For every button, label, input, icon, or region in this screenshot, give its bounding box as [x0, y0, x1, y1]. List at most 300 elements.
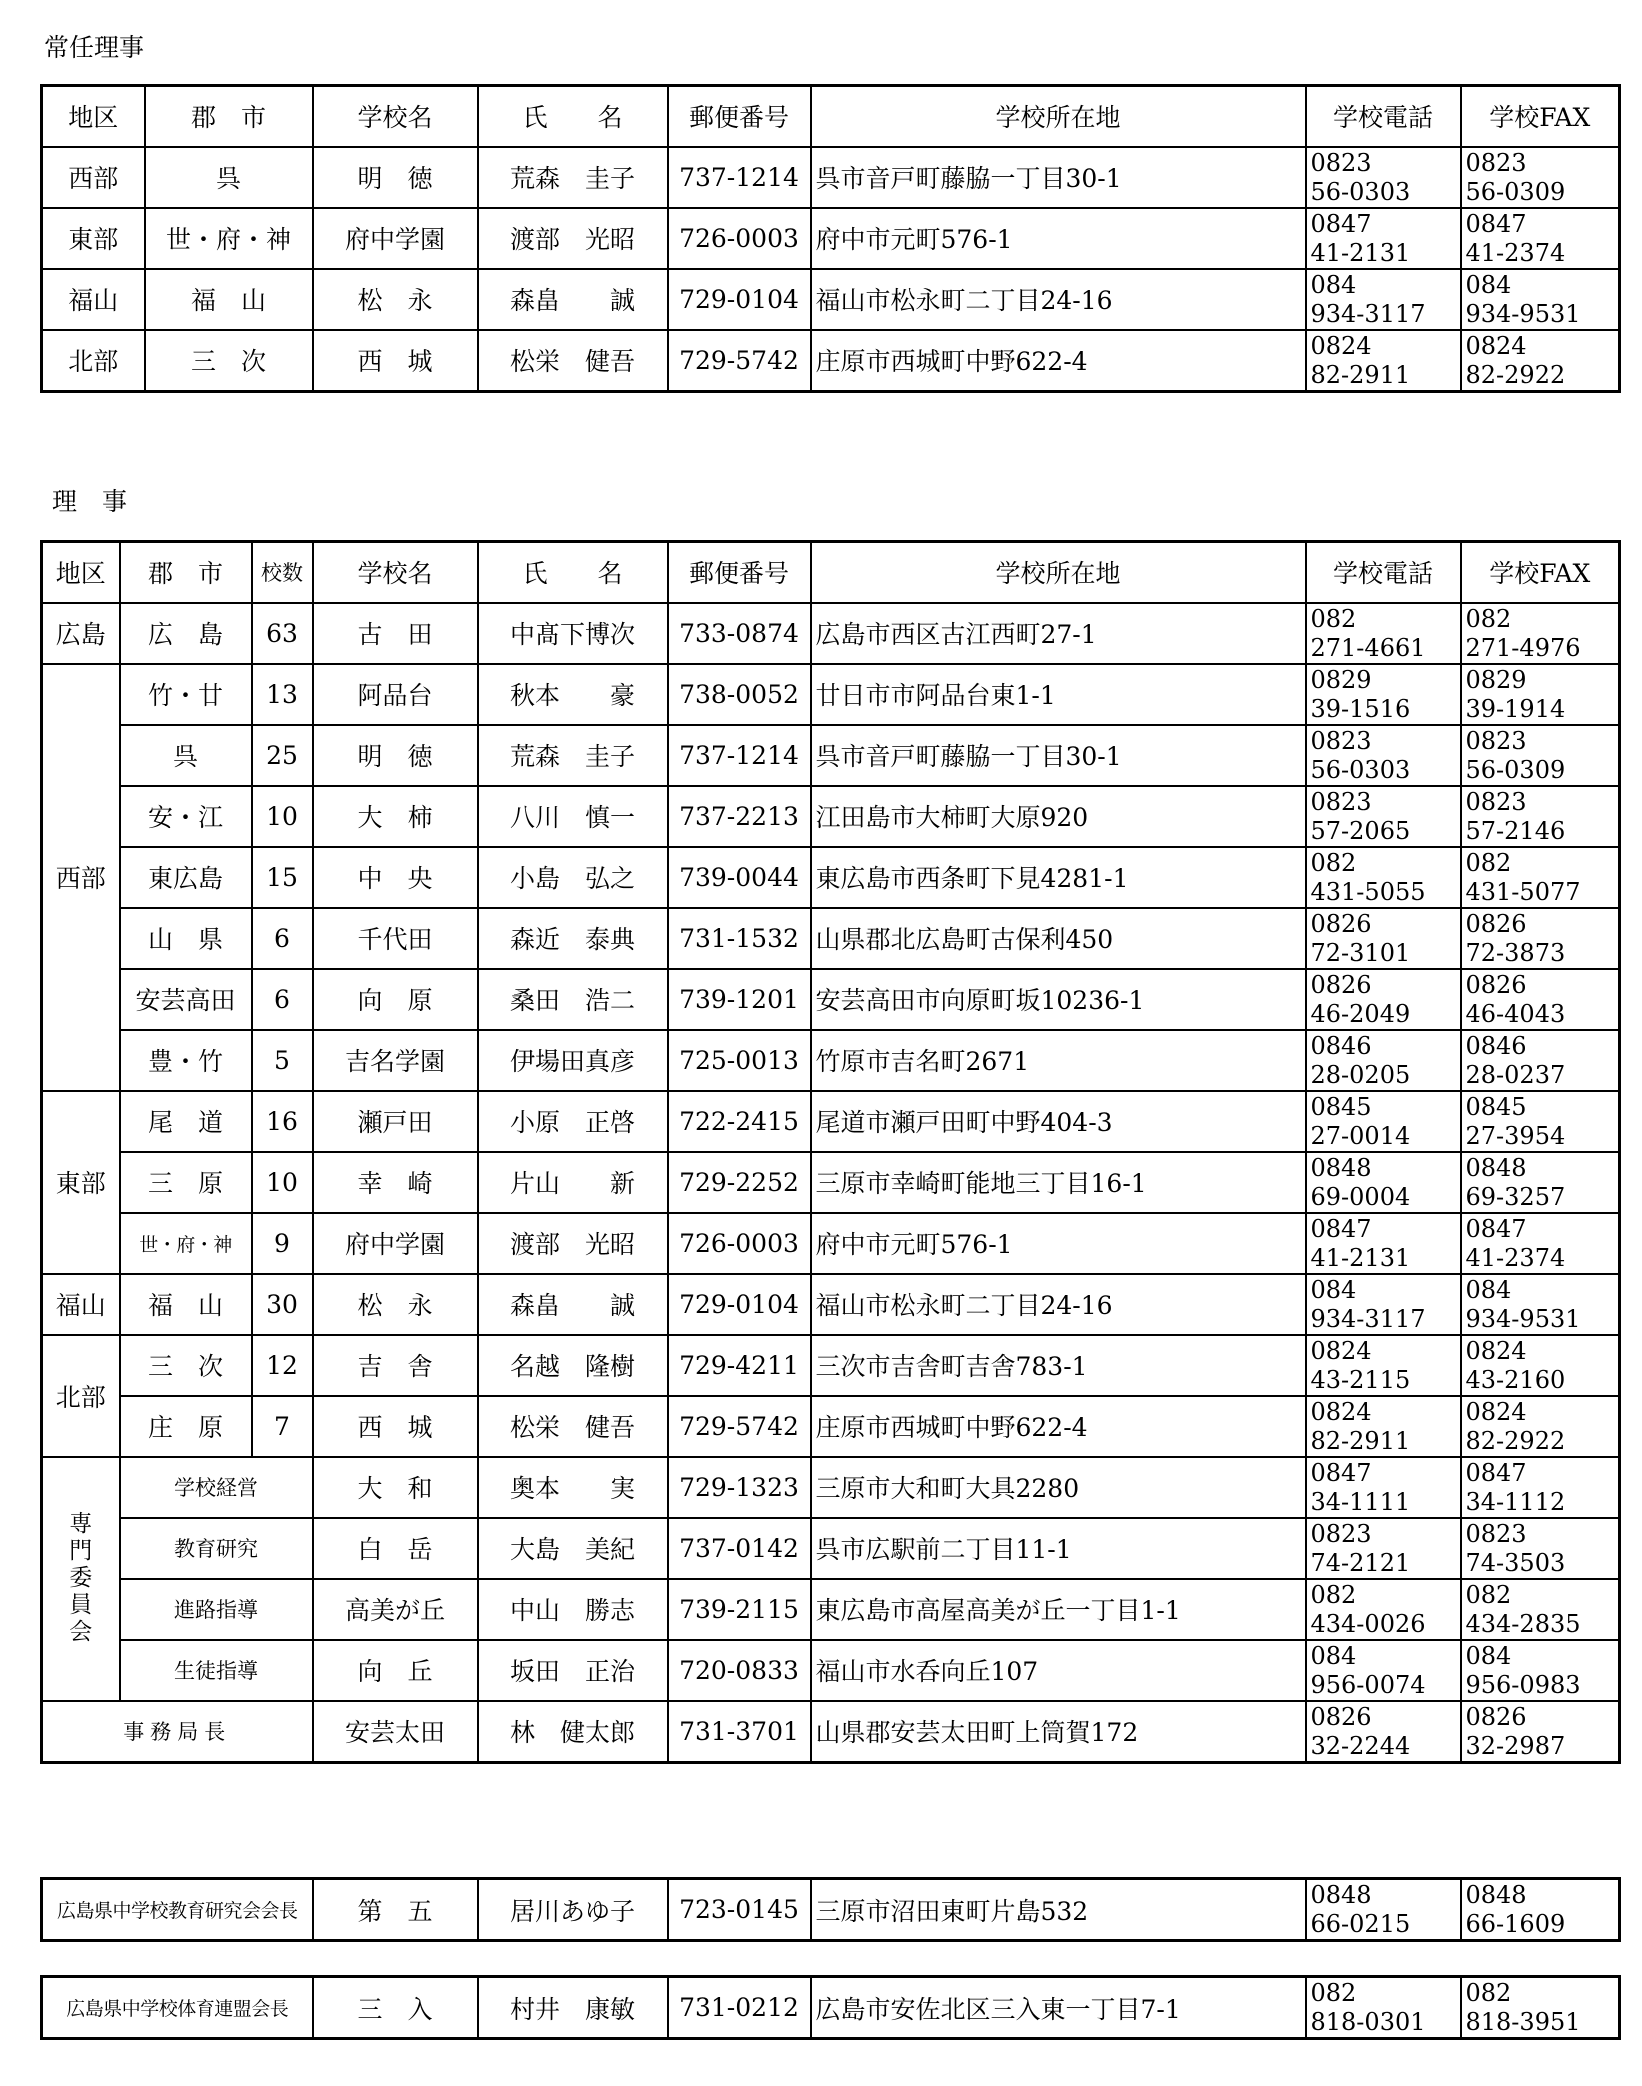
cell-postal: 737-2213 — [668, 786, 811, 847]
col-district: 地区 — [42, 86, 145, 147]
fax-number: 32-2987 — [1465, 1731, 1566, 1760]
table-row — [42, 330, 1620, 392]
phone-area: 0847 — [1310, 1458, 1372, 1487]
cell-fax — [1461, 1335, 1620, 1396]
phone-number: 934-3117 — [1310, 299, 1426, 328]
fax-number: 34-1112 — [1465, 1487, 1566, 1516]
cell-phone — [1306, 1152, 1461, 1213]
cell-count: 63 — [252, 603, 313, 664]
fax-number: 72-3873 — [1465, 938, 1566, 967]
cell-name: 居川あゆ子 — [478, 1879, 668, 1941]
cell-fax — [1461, 1977, 1620, 2039]
col-city: 郡 市 — [145, 86, 313, 147]
directors-table — [40, 540, 1621, 1764]
fax-area: 0823 — [1465, 787, 1527, 816]
cell-phone — [1306, 330, 1461, 392]
cell-fax — [1461, 1518, 1620, 1579]
cell-fax — [1461, 269, 1620, 330]
cell-phone — [1306, 1879, 1461, 1941]
cell-address: 安芸高田市向原町坂10236-1 — [811, 969, 1306, 1030]
cell-fax — [1461, 664, 1620, 725]
fax-number: 956-0983 — [1465, 1670, 1581, 1699]
phone-area: 0823 — [1310, 787, 1372, 816]
cell-school: 西 城 — [313, 330, 478, 392]
phone-number: 956-0074 — [1310, 1670, 1426, 1699]
cell-fax — [1461, 1274, 1620, 1335]
fax-number: 82-2922 — [1465, 1426, 1566, 1455]
cell-address: 尾道市瀬戸田町中野404-3 — [811, 1091, 1306, 1152]
cell-role: 広島県中学校体育連盟会長 — [42, 1977, 313, 2039]
cell-phone — [1306, 1579, 1461, 1640]
cell-count: 7 — [252, 1396, 313, 1457]
cell-school: 幸 崎 — [313, 1152, 478, 1213]
cell-address: 広島市西区古江西町27-1 — [811, 603, 1306, 664]
cell-name: 林 健太郎 — [478, 1701, 668, 1763]
cell-postal: 739-1201 — [668, 969, 811, 1030]
table-row — [42, 847, 1620, 908]
cell-postal: 731-0212 — [668, 1977, 811, 2039]
cell-name: 桑田 浩二 — [478, 969, 668, 1030]
fax-area: 0848 — [1465, 1153, 1527, 1182]
cell-postal: 729-0104 — [668, 1274, 811, 1335]
cell-school: 大 和 — [313, 1457, 478, 1518]
cell-school: 白 岳 — [313, 1518, 478, 1579]
cell-city: 山 県 — [120, 908, 252, 969]
phone-number: 934-3117 — [1310, 1304, 1426, 1333]
fax-area: 084 — [1465, 1641, 1512, 1670]
cell-phone — [1306, 1091, 1461, 1152]
cell-address: 東広島市高屋高美が丘一丁目1-1 — [811, 1579, 1306, 1640]
fax-area: 0848 — [1465, 1881, 1527, 1909]
cell-role: 広島県中学校教育研究会会長 — [42, 1879, 313, 1941]
phone-area: 082 — [1310, 1580, 1357, 1609]
cell-name: 松栄 健吾 — [478, 1396, 668, 1457]
table-row — [42, 269, 1620, 330]
cell-school: 松 永 — [313, 269, 478, 330]
cell-address: 呉市音戸町藤脇一丁目30-1 — [811, 725, 1306, 786]
table-row — [42, 1091, 1620, 1152]
table-row — [42, 1879, 1620, 1941]
cell-postal: 729-0104 — [668, 269, 811, 330]
cell-phone — [1306, 664, 1461, 725]
cell-district: 北部 — [42, 330, 145, 392]
cell-address: 庄原市西城町中野622-4 — [811, 1396, 1306, 1457]
cell-school: 向 丘 — [313, 1640, 478, 1701]
cell-district-committee — [42, 1457, 120, 1701]
phone-number: 56-0303 — [1310, 755, 1411, 784]
cell-school: 明 徳 — [313, 147, 478, 208]
cell-fax — [1461, 1457, 1620, 1518]
cell-city: 竹・廿 — [120, 664, 252, 725]
cell-school: 吉名学園 — [313, 1030, 478, 1091]
cell-name: 名越 隆樹 — [478, 1335, 668, 1396]
cell-name: 小原 正啓 — [478, 1091, 668, 1152]
table-row — [42, 664, 1620, 725]
cell-address: 福山市松永町二丁目24-16 — [811, 269, 1306, 330]
cell-phone — [1306, 1213, 1461, 1274]
table-row — [42, 1274, 1620, 1335]
fax-area: 0823 — [1465, 148, 1527, 177]
table-row — [42, 1030, 1620, 1091]
cell-city: 三 原 — [120, 1152, 252, 1213]
cell-address: 三原市大和町大具2280 — [811, 1457, 1306, 1518]
cell-district: 東部 — [42, 1091, 120, 1274]
cell-count: 6 — [252, 908, 313, 969]
table-row — [42, 1213, 1620, 1274]
table-row — [42, 1396, 1620, 1457]
cell-name: 荒森 圭子 — [478, 725, 668, 786]
cell-name: 村井 康敏 — [478, 1977, 668, 2039]
phone-area: 082 — [1310, 848, 1357, 877]
col-phone: 学校電話 — [1306, 86, 1461, 147]
phone-area: 0845 — [1310, 1092, 1372, 1121]
cell-fax — [1461, 147, 1620, 208]
phone-area: 082 — [1310, 604, 1357, 633]
cell-city: 安芸高田 — [120, 969, 252, 1030]
cell-postal: 722-2415 — [668, 1091, 811, 1152]
committee-char: 専 — [69, 1511, 93, 1537]
cell-postal: 731-1532 — [668, 908, 811, 969]
phone-area: 084 — [1310, 270, 1357, 299]
cell-phone — [1306, 969, 1461, 1030]
cell-address: 府中市元町576-1 — [811, 208, 1306, 269]
cell-name: 奥本 実 — [478, 1457, 668, 1518]
phone-number: 41-2131 — [1310, 1243, 1411, 1272]
cell-phone — [1306, 1977, 1461, 2039]
cell-phone — [1306, 1640, 1461, 1701]
cell-phone — [1306, 1030, 1461, 1091]
cell-name: 荒森 圭子 — [478, 147, 668, 208]
directors-title: 理 事 — [52, 487, 128, 516]
cell-postal: 733-0874 — [668, 603, 811, 664]
cell-fax — [1461, 208, 1620, 269]
cell-address: 竹原市吉名町2671 — [811, 1030, 1306, 1091]
fax-number: 271-4976 — [1465, 633, 1581, 662]
phone-number: 431-5055 — [1310, 877, 1426, 906]
cell-school: 高美が丘 — [313, 1579, 478, 1640]
cell-fax — [1461, 1879, 1620, 1941]
fax-area: 0826 — [1465, 970, 1527, 999]
cell-phone — [1306, 1457, 1461, 1518]
phone-number: 32-2244 — [1310, 1731, 1411, 1760]
cell-address: 東広島市西条町下見4281-1 — [811, 847, 1306, 908]
cell-city: 三 次 — [120, 1335, 252, 1396]
col-name: 氏 名 — [478, 542, 668, 603]
phone-number: 34-1111 — [1310, 1487, 1411, 1516]
col-name: 氏 名 — [478, 86, 668, 147]
cell-city: 世・府・神 — [120, 1213, 252, 1274]
phone-number: 56-0303 — [1310, 177, 1411, 206]
cell-address: 江田島市大柿町大原920 — [811, 786, 1306, 847]
cell-phone — [1306, 1335, 1461, 1396]
fax-area: 0847 — [1465, 1214, 1527, 1243]
phone-number: 82-2911 — [1310, 360, 1411, 389]
fax-number: 43-2160 — [1465, 1365, 1566, 1394]
cell-city: 呉 — [145, 147, 313, 208]
fax-area: 0824 — [1465, 331, 1527, 360]
fax-area: 082 — [1465, 1580, 1512, 1609]
phone-area: 082 — [1310, 1979, 1357, 2007]
table-row — [42, 1457, 1620, 1518]
phone-area: 0848 — [1310, 1881, 1372, 1909]
fax-area: 0845 — [1465, 1092, 1527, 1121]
cell-postal: 720-0833 — [668, 1640, 811, 1701]
research-president-table — [40, 1877, 1621, 1942]
cell-fax — [1461, 1152, 1620, 1213]
fax-area: 082 — [1465, 1979, 1512, 2007]
cell-name: 森近 泰典 — [478, 908, 668, 969]
cell-phone — [1306, 1274, 1461, 1335]
fax-number: 27-3954 — [1465, 1121, 1566, 1150]
fax-number: 57-2146 — [1465, 816, 1566, 845]
cell-role: 生徒指導 — [120, 1640, 313, 1701]
cell-name: 松栄 健吾 — [478, 330, 668, 392]
cell-school: 向 原 — [313, 969, 478, 1030]
cell-city: 豊・竹 — [120, 1030, 252, 1091]
cell-phone — [1306, 847, 1461, 908]
cell-district: 福山 — [42, 1274, 120, 1335]
cell-name: 渡部 光昭 — [478, 1213, 668, 1274]
cell-city: 福 山 — [120, 1274, 252, 1335]
fax-number: 431-5077 — [1465, 877, 1581, 906]
cell-fax — [1461, 1701, 1620, 1763]
table-row — [42, 969, 1620, 1030]
committee-char: 委 — [69, 1565, 93, 1591]
cell-city: 広 島 — [120, 603, 252, 664]
phone-number: 72-3101 — [1310, 938, 1411, 967]
fax-number: 56-0309 — [1465, 755, 1566, 784]
cell-postal: 723-0145 — [668, 1879, 811, 1941]
cell-count: 9 — [252, 1213, 313, 1274]
cell-school: 瀬戸田 — [313, 1091, 478, 1152]
phone-area: 0824 — [1310, 1397, 1372, 1426]
cell-phone — [1306, 603, 1461, 664]
cell-postal: 729-1323 — [668, 1457, 811, 1518]
table-row — [42, 147, 1620, 208]
cell-city: 尾 道 — [120, 1091, 252, 1152]
col-city: 郡 市 — [120, 542, 252, 603]
cell-district: 北部 — [42, 1335, 120, 1457]
col-address: 学校所在地 — [811, 542, 1306, 603]
cell-phone — [1306, 1701, 1461, 1763]
cell-fax — [1461, 1579, 1620, 1640]
cell-school: 阿品台 — [313, 664, 478, 725]
cell-count: 16 — [252, 1091, 313, 1152]
cell-school: 吉 舎 — [313, 1335, 478, 1396]
cell-role: 教育研究 — [120, 1518, 313, 1579]
table-row — [42, 1701, 1620, 1763]
phone-number: 818-0301 — [1310, 2008, 1426, 2036]
sports-president-table — [40, 1975, 1621, 2040]
cell-count: 5 — [252, 1030, 313, 1091]
committee-char: 会 — [69, 1619, 93, 1645]
fax-number: 41-2374 — [1465, 238, 1566, 267]
fax-area: 084 — [1465, 270, 1512, 299]
phone-area: 0826 — [1310, 970, 1372, 999]
cell-district: 西部 — [42, 147, 145, 208]
cell-count: 15 — [252, 847, 313, 908]
fax-number: 41-2374 — [1465, 1243, 1566, 1272]
fax-area: 082 — [1465, 848, 1512, 877]
col-postal: 郵便番号 — [668, 542, 811, 603]
phone-area: 0847 — [1310, 209, 1372, 238]
cell-school: 明 徳 — [313, 725, 478, 786]
cell-city: 安・江 — [120, 786, 252, 847]
cell-phone — [1306, 147, 1461, 208]
cell-name: 伊場田真彦 — [478, 1030, 668, 1091]
table-row — [42, 908, 1620, 969]
cell-school: 安芸太田 — [313, 1701, 478, 1763]
cell-postal: 737-0142 — [668, 1518, 811, 1579]
phone-area: 0847 — [1310, 1214, 1372, 1243]
phone-number: 43-2115 — [1310, 1365, 1411, 1394]
col-fax: 学校FAX — [1461, 542, 1620, 603]
table-row — [42, 1640, 1620, 1701]
cell-role: 事務局長 — [42, 1701, 313, 1763]
cell-postal: 739-0044 — [668, 847, 811, 908]
cell-city: 呉 — [120, 725, 252, 786]
phone-area: 0829 — [1310, 665, 1372, 694]
fax-area: 082 — [1465, 604, 1512, 633]
cell-school: 第 五 — [313, 1879, 478, 1941]
col-address: 学校所在地 — [811, 86, 1306, 147]
cell-school: 千代田 — [313, 908, 478, 969]
col-postal: 郵便番号 — [668, 86, 811, 147]
cell-district: 東部 — [42, 208, 145, 269]
table-row — [42, 1335, 1620, 1396]
phone-area: 0823 — [1310, 1519, 1372, 1548]
cell-city: 東広島 — [120, 847, 252, 908]
cell-school: 西 城 — [313, 1396, 478, 1457]
cell-fax — [1461, 1396, 1620, 1457]
cell-city: 三 次 — [145, 330, 313, 392]
cell-district: 福山 — [42, 269, 145, 330]
cell-fax — [1461, 969, 1620, 1030]
cell-phone — [1306, 1396, 1461, 1457]
phone-number: 41-2131 — [1310, 238, 1411, 267]
phone-area: 0826 — [1310, 909, 1372, 938]
cell-count: 10 — [252, 1152, 313, 1213]
fax-area: 0824 — [1465, 1397, 1527, 1426]
phone-number: 28-0205 — [1310, 1060, 1411, 1089]
cell-fax — [1461, 1091, 1620, 1152]
cell-phone — [1306, 269, 1461, 330]
cell-fax — [1461, 725, 1620, 786]
cell-fax — [1461, 908, 1620, 969]
cell-count: 10 — [252, 786, 313, 847]
fax-number: 69-3257 — [1465, 1182, 1566, 1211]
fax-area: 0823 — [1465, 726, 1527, 755]
fax-number: 74-3503 — [1465, 1548, 1566, 1577]
phone-number: 39-1516 — [1310, 694, 1411, 723]
fax-number: 28-0237 — [1465, 1060, 1566, 1089]
table-row — [42, 1579, 1620, 1640]
cell-school: 三 入 — [313, 1977, 478, 2039]
cell-fax — [1461, 786, 1620, 847]
phone-area: 0824 — [1310, 1336, 1372, 1365]
fax-area: 0826 — [1465, 1702, 1527, 1731]
cell-school: 大 柿 — [313, 786, 478, 847]
cell-fax — [1461, 330, 1620, 392]
cell-phone — [1306, 786, 1461, 847]
committee-char: 員 — [69, 1592, 93, 1618]
cell-count: 30 — [252, 1274, 313, 1335]
cell-fax — [1461, 847, 1620, 908]
cell-postal: 739-2115 — [668, 1579, 811, 1640]
phone-number: 66-0215 — [1310, 1910, 1411, 1938]
cell-postal: 726-0003 — [668, 1213, 811, 1274]
cell-school: 府中学園 — [313, 1213, 478, 1274]
fax-number: 46-4043 — [1465, 999, 1566, 1028]
fax-area: 0847 — [1465, 209, 1527, 238]
table-row — [42, 1977, 1620, 2039]
cell-role: 学校経営 — [120, 1457, 313, 1518]
cell-postal: 729-5742 — [668, 330, 811, 392]
cell-address: 福山市水呑向丘107 — [811, 1640, 1306, 1701]
fax-area: 084 — [1465, 1275, 1512, 1304]
cell-phone — [1306, 908, 1461, 969]
cell-postal: 729-5742 — [668, 1396, 811, 1457]
phone-area: 0826 — [1310, 1702, 1372, 1731]
col-count: 校数 — [252, 542, 313, 603]
cell-district: 広島 — [42, 603, 120, 664]
phone-area: 0824 — [1310, 331, 1372, 360]
cell-city: 庄 原 — [120, 1396, 252, 1457]
table-row — [42, 1518, 1620, 1579]
cell-address: 福山市松永町二丁目24-16 — [811, 1274, 1306, 1335]
cell-address: 山県郡北広島町古保利450 — [811, 908, 1306, 969]
phone-area: 0846 — [1310, 1031, 1372, 1060]
cell-postal: 731-3701 — [668, 1701, 811, 1763]
cell-fax — [1461, 603, 1620, 664]
fax-number: 66-1609 — [1465, 1910, 1566, 1938]
cell-name: 八川 慎一 — [478, 786, 668, 847]
table-row — [42, 603, 1620, 664]
fax-area: 0846 — [1465, 1031, 1527, 1060]
fax-number: 934-9531 — [1465, 299, 1581, 328]
phone-number: 74-2121 — [1310, 1548, 1411, 1577]
phone-area: 084 — [1310, 1641, 1357, 1670]
phone-area: 084 — [1310, 1275, 1357, 1304]
phone-area: 0848 — [1310, 1153, 1372, 1182]
cell-city: 福 山 — [145, 269, 313, 330]
cell-name: 渡部 光昭 — [478, 208, 668, 269]
cell-address: 廿日市市阿品台東1-1 — [811, 664, 1306, 725]
phone-number: 57-2065 — [1310, 816, 1411, 845]
cell-postal: 737-1214 — [668, 725, 811, 786]
col-district: 地区 — [42, 542, 120, 603]
cell-district: 西部 — [42, 664, 120, 1091]
phone-number: 46-2049 — [1310, 999, 1411, 1028]
cell-postal: 725-0013 — [668, 1030, 811, 1091]
phone-area: 0823 — [1310, 148, 1372, 177]
cell-count: 13 — [252, 664, 313, 725]
cell-address: 呉市広駅前二丁目11-1 — [811, 1518, 1306, 1579]
cell-name: 森畠 誠 — [478, 1274, 668, 1335]
col-school: 学校名 — [313, 542, 478, 603]
cell-name: 坂田 正治 — [478, 1640, 668, 1701]
cell-role: 進路指導 — [120, 1579, 313, 1640]
fax-area: 0823 — [1465, 1519, 1527, 1548]
committee-char: 門 — [69, 1538, 93, 1564]
cell-count: 12 — [252, 1335, 313, 1396]
col-fax: 学校FAX — [1461, 86, 1620, 147]
fax-number: 82-2922 — [1465, 360, 1566, 389]
phone-number: 69-0004 — [1310, 1182, 1411, 1211]
cell-address: 広島市安佐北区三入東一丁目7-1 — [811, 1977, 1306, 2039]
fax-number: 934-9531 — [1465, 1304, 1581, 1333]
cell-count: 25 — [252, 725, 313, 786]
